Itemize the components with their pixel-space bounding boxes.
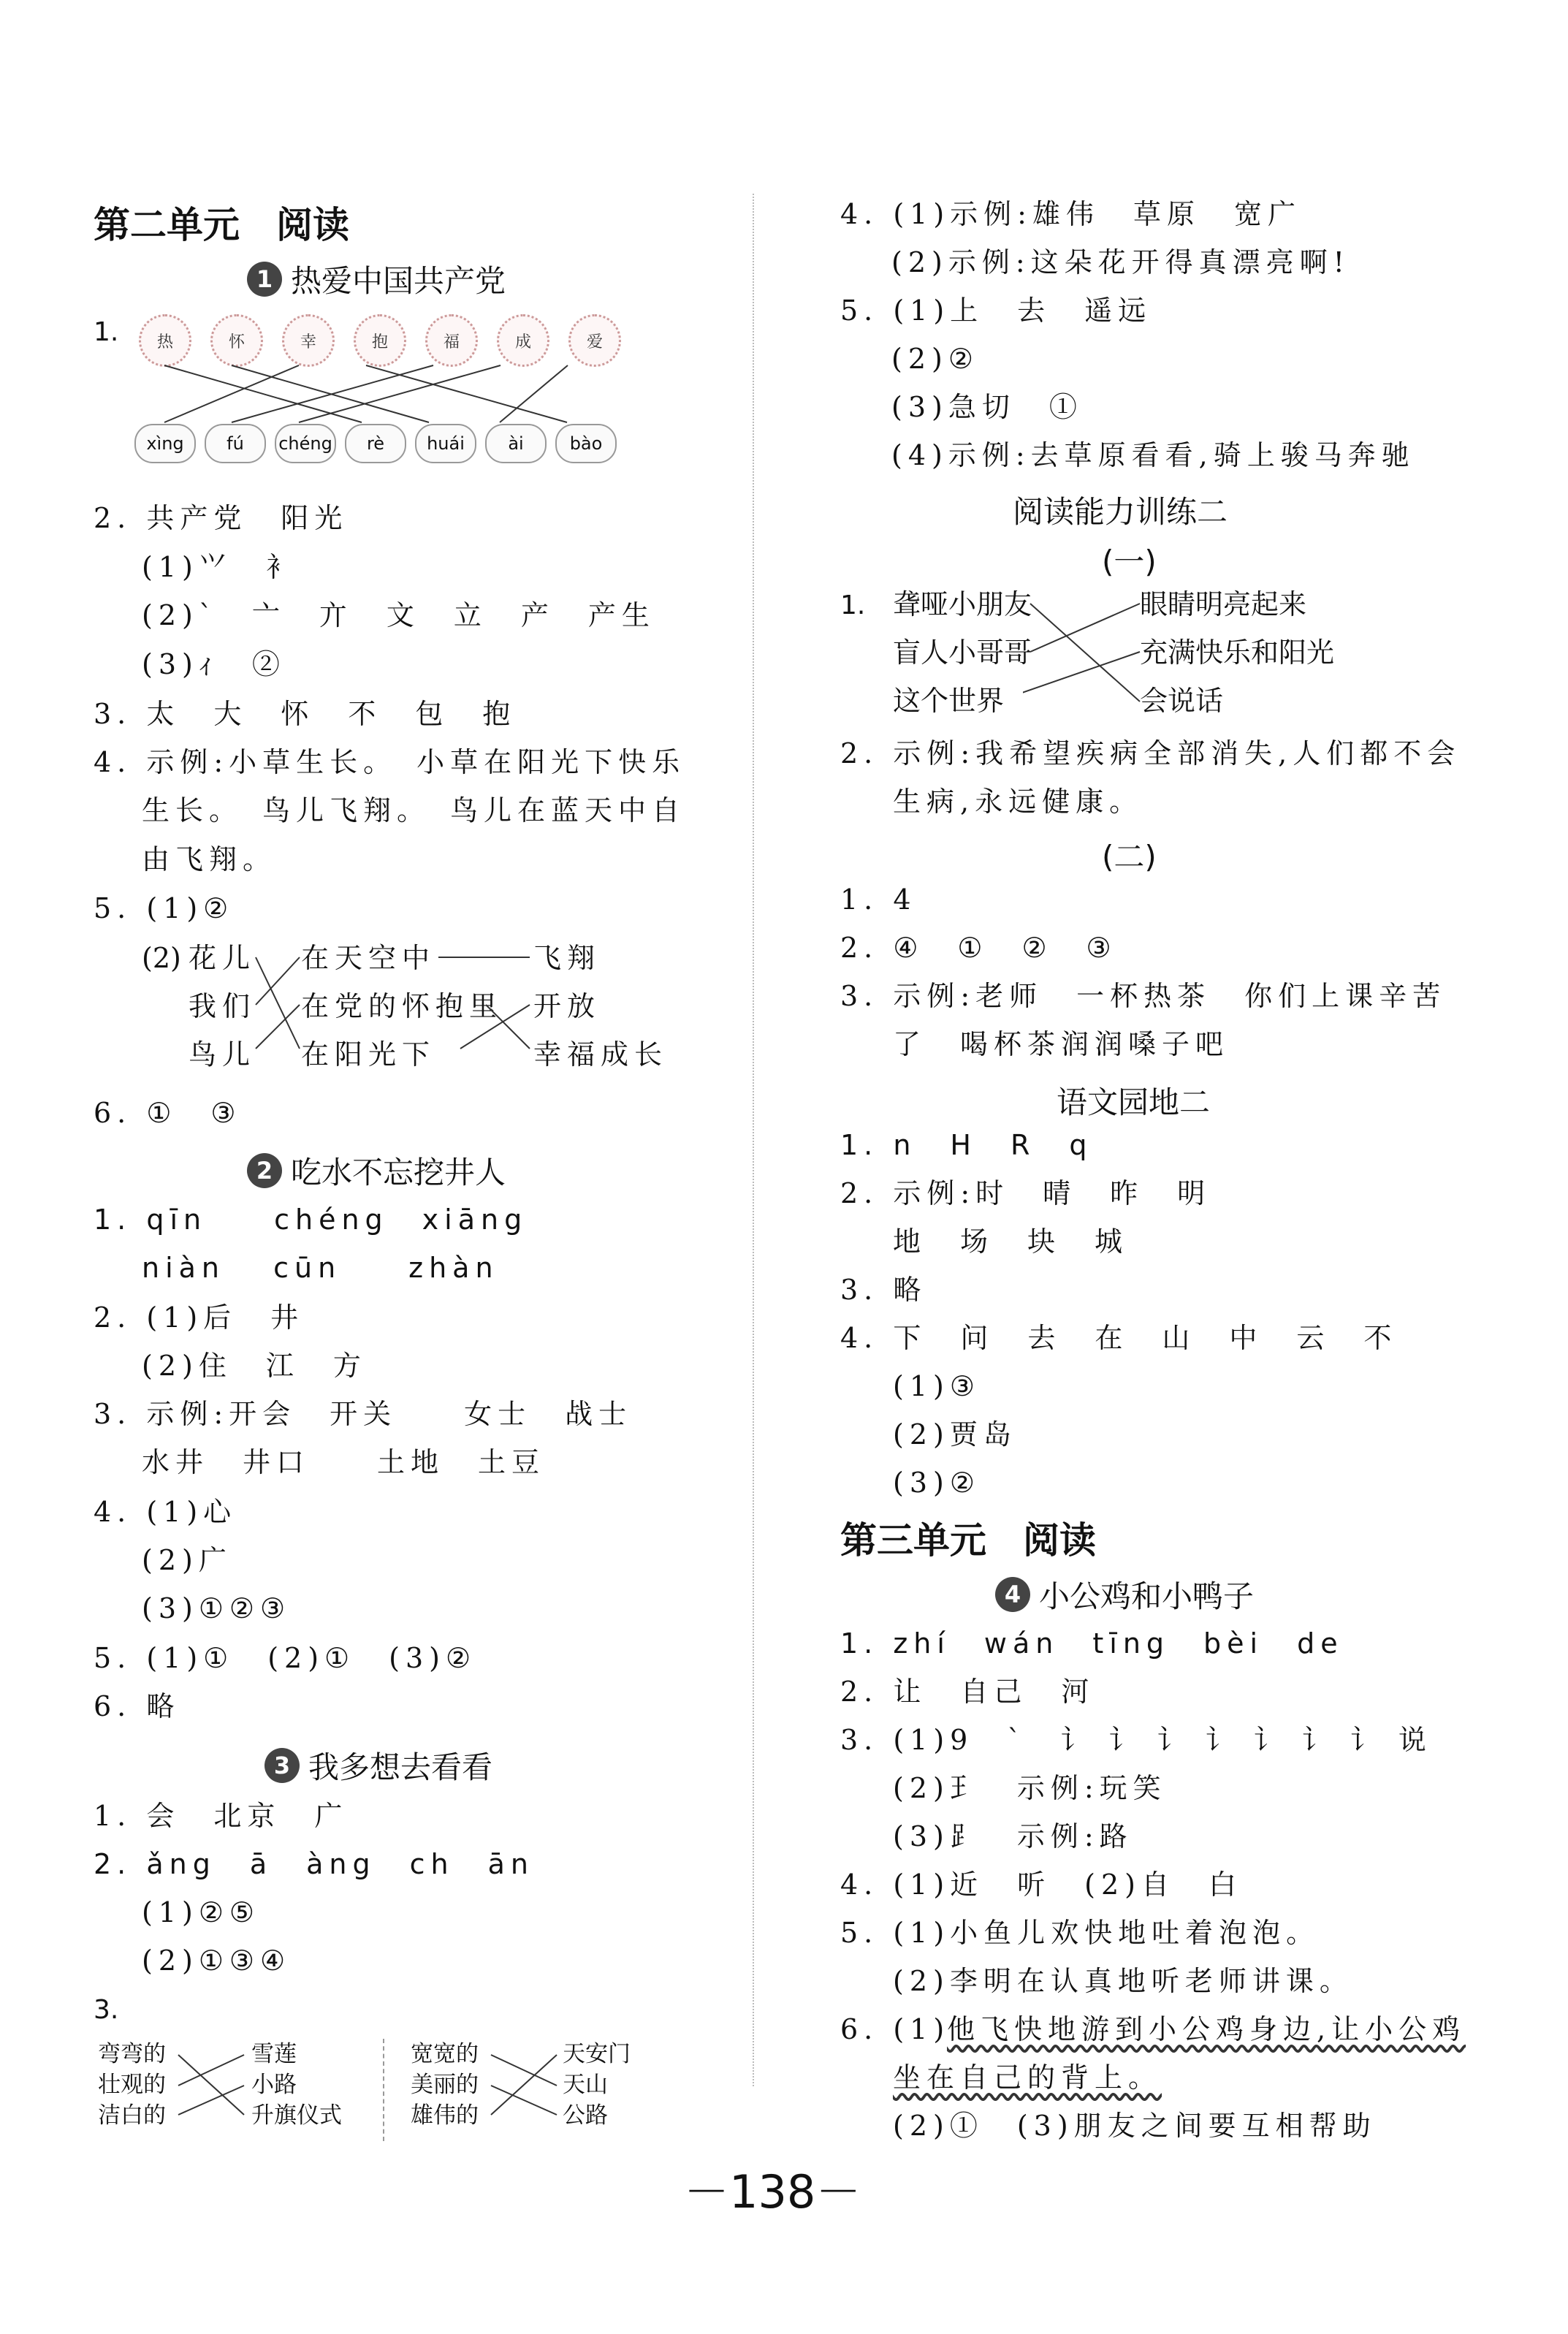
unit2-title: 第二单元 阅读 (94, 204, 349, 246)
lesson3-heading (264, 1744, 492, 1787)
training-part-two: (二) (1102, 839, 1157, 875)
p-q2: 2. ④ ① ② ③ (840, 932, 1117, 964)
g2-right-item: 天安门 (563, 2041, 631, 2067)
char-flower: 爱 (568, 314, 621, 367)
l4-q5-2: (2)李明在认真地听老师讲课。 (893, 1965, 1353, 1997)
column-divider (753, 194, 754, 2086)
g2-matching-lines (484, 2042, 564, 2137)
q5-right-item: 幸福成长 (533, 1038, 669, 1071)
t2-line2: 生病,永远健康。 (893, 786, 1143, 818)
lesson4-heading (995, 1573, 1254, 1616)
l4-q3-2: (2)𤣩 示例:玩笑 (893, 1772, 1167, 1804)
g2-left-item: 美丽的 (411, 2072, 479, 2098)
garden-title: 语文园地二 (1057, 1084, 1211, 1120)
l3-q3-label: 3. (94, 1995, 119, 2025)
t1-right-item: 会说话 (1140, 685, 1224, 717)
lesson3-title: 我多想去看看 (308, 1749, 493, 1785)
l4-q6-label: 6. (1) (840, 2013, 951, 2045)
l3-q2-2: (2)①③④ (142, 1945, 292, 1977)
l2-q3-line2: 水井 井口 土地 土豆 (142, 1446, 546, 1478)
q5-matching-lines (248, 943, 555, 1074)
q5-right-item: 开放 (533, 990, 601, 1022)
g1-matching-lines (171, 2042, 251, 2137)
pinyin-cloud: rè (345, 424, 406, 463)
p-q1: 1. 4 (840, 883, 917, 916)
t1-right-item: 充满快乐和阳光 (1140, 636, 1335, 669)
g1-left-item: 洁白的 (98, 2102, 166, 2129)
garden-q4-3: (3)② (893, 1467, 981, 1499)
l4-q2: 2. 让 自己 河 (840, 1676, 1095, 1708)
r-q5-1: 5. (1)上 去 遥远 (840, 294, 1152, 327)
l2-q3-line1: 3. 示例:开会 开关 女士 战士 (94, 1398, 633, 1430)
l3-q1: 1. 会 北京 广 (94, 1800, 349, 1832)
t1-left-item: 聋哑小朋友 (893, 588, 1032, 620)
q5-right-item: 飞翔 (533, 942, 601, 974)
char-pinyin-matching (139, 314, 621, 482)
q5-left-item: 我们 (189, 990, 256, 1022)
q5-mid-item: 在阳光下 (301, 1038, 436, 1071)
lesson3-number: 3 (264, 1748, 300, 1783)
g2-right-item: 天山 (563, 2072, 608, 2098)
lesson1-title: 热爱中国共产党 (291, 263, 506, 299)
q5-mid-item: 在党的怀抱里 (301, 990, 503, 1022)
unit3-title: 第三单元 阅读 (840, 1519, 1096, 1562)
t2-line1: 2. 示例:我希望疾病全部消失,人们都不会 (840, 737, 1461, 769)
t1-right-item: 眼睛明亮起来 (1140, 588, 1307, 620)
l1-q2-1: (1)⺍ 衤 (142, 551, 300, 583)
pinyin-cloud: chéng (275, 424, 336, 463)
page-number: －138－ (684, 2165, 861, 2219)
l2-q2-2: (2)住 江 方 (142, 1350, 367, 1382)
t1-label: 1. (840, 590, 866, 620)
l1-q4-line2: 生长。 鸟儿飞翔。 鸟儿在蓝天中自 (142, 794, 686, 826)
char-flower: 成 (497, 314, 549, 367)
l2-q1-line2: niàn cūn zhàn (142, 1252, 499, 1284)
q5-left-item: 花儿 (189, 942, 256, 974)
g2-left-item: 雄伟的 (411, 2102, 479, 2129)
l4-q6-line2: 坐在自己的背上。 (893, 2061, 1162, 2094)
p-q3-line2: 了 喝杯茶润润嗓子吧 (893, 1028, 1230, 1060)
training-part-one: (一) (1102, 544, 1157, 579)
char-flower: 抱 (354, 314, 406, 367)
char-flower: 热 (139, 314, 191, 367)
pinyin-row (134, 424, 617, 463)
t1-left-item: 盲人小哥哥 (893, 636, 1032, 669)
char-flower: 幸 (282, 314, 335, 367)
garden-q3: 3. 略 (840, 1274, 927, 1306)
char-flower: 福 (425, 314, 478, 367)
r-q4-2: (2)示例:这朵花开得真漂亮啊! (891, 246, 1350, 278)
l4-q1: 1. zhí wán tīng bèi de (840, 1627, 1344, 1660)
l2-q4-2: (2)广 (142, 1544, 232, 1576)
t1-left-item: 这个世界 (893, 685, 1005, 717)
garden-q4-2: (2)贾岛 (893, 1418, 1017, 1451)
lesson2-heading (247, 1149, 506, 1193)
l2-q4-3: (3)①②③ (142, 1592, 292, 1624)
l4-q6-line1: 他飞快地游到小公鸡身边,让小公鸡 (947, 2013, 1466, 2045)
garden-q2-line2: 地 场 块 城 (893, 1225, 1129, 1258)
training-title: 阅读能力训练二 (1013, 494, 1228, 530)
pinyin-cloud: ài (485, 424, 547, 463)
l1-q5-1: 5. (1)② (94, 892, 235, 924)
garden-q2-line1: 2. 示例:时 晴 昨 明 (840, 1177, 1211, 1209)
g1-right-item: 雪莲 (251, 2041, 297, 2067)
pinyin-cloud: fú (205, 424, 266, 463)
l1-q2-2: (2)` 亠 亣 文 立 产 产生 (142, 599, 655, 631)
l1-q1-label: 1. (94, 317, 119, 347)
l1-q2: 2. 共产党 阳光 (94, 502, 349, 534)
g1-right-item: 升旗仪式 (251, 2102, 342, 2129)
g1-left-item: 弯弯的 (98, 2041, 166, 2067)
g1-right-item: 小路 (251, 2072, 297, 2098)
l2-q2-1: 2. (1)后 井 (94, 1301, 305, 1334)
l1-q6: 6. ① ③ (94, 1097, 242, 1129)
l2-q4-1: 4. (1)心 (94, 1496, 237, 1528)
lesson4-title: 小公鸡和小鸭子 (1039, 1578, 1255, 1614)
l4-q6-2: (2)① (3)朋友之间要互相帮助 (893, 2110, 1377, 2142)
l3-q2: 2. ǎng ā àng ch ān (94, 1848, 534, 1880)
l2-q5: 5. (1)① (2)① (3)② (94, 1642, 477, 1674)
l1-q4-line3: 由飞翔。 (142, 843, 277, 875)
r-q5-2: (2)② (891, 343, 979, 375)
garden-q4: 4. 下 问 去 在 山 中 云 不 (840, 1322, 1398, 1354)
lesson2-title: 吃水不忘挖井人 (291, 1155, 506, 1190)
l1-q3: 3. 太 大 怀 不 包 抱 (94, 698, 517, 730)
pinyin-cloud: huái (415, 424, 476, 463)
q3-group-divider (383, 2039, 384, 2141)
g2-left-item: 宽宽的 (411, 2041, 479, 2067)
p-q3-line1: 3. 示例:老师 一杯热茶 你们上课辛苦 (840, 980, 1447, 1012)
lesson1-heading (247, 257, 506, 301)
q5-left-item: 鸟儿 (189, 1038, 256, 1071)
r-q5-3: (3)急切 ① (891, 391, 1083, 423)
lesson1-number: 1 (247, 262, 282, 297)
t1-matching-lines (1023, 585, 1147, 731)
l2-q6: 6. 略 (94, 1690, 180, 1722)
l2-q1-line1: 1. qīn chéng xiāng (94, 1204, 528, 1236)
lesson2-number: 2 (247, 1153, 282, 1188)
garden-q1: 1. n H R q (840, 1129, 1093, 1161)
g1-left-item: 壮观的 (98, 2072, 166, 2098)
pinyin-cloud: xìng (134, 424, 196, 463)
l1-q4-line1: 4. 示例:小草生长。 小草在阳光下快乐 (94, 746, 686, 778)
l4-q5-1: 5. (1)小鱼儿欢快地吐着泡泡。 (840, 1917, 1320, 1949)
garden-q4-1: (1)③ (893, 1370, 981, 1402)
r-q5-4: (4)示例:去草原看看,骑上骏马奔驰 (891, 439, 1415, 471)
l4-q3-1: 3. (1)9 ` 讠 讠 讠 讠 讠 讠 讠 说 (840, 1724, 1432, 1756)
l1-q5-2-label: (2) (142, 942, 181, 974)
g2-right-item: 公路 (563, 2102, 608, 2129)
lesson4-number: 4 (995, 1577, 1030, 1612)
l3-q2-1: (1)②⑤ (142, 1896, 260, 1928)
l1-q2-3: (3)ｨ ② (142, 648, 286, 680)
r-q4-1: 4. (1)示例:雄伟 草原 宽广 (840, 198, 1301, 230)
q5-mid-item: 在天空中 (301, 942, 436, 974)
l4-q3-3: (3)⻊ 示例:路 (893, 1820, 1133, 1852)
pinyin-cloud: bào (555, 424, 617, 463)
char-flower: 怀 (210, 314, 263, 367)
l4-q4: 4. (1)近 听 (2)自 白 (840, 1869, 1242, 1901)
